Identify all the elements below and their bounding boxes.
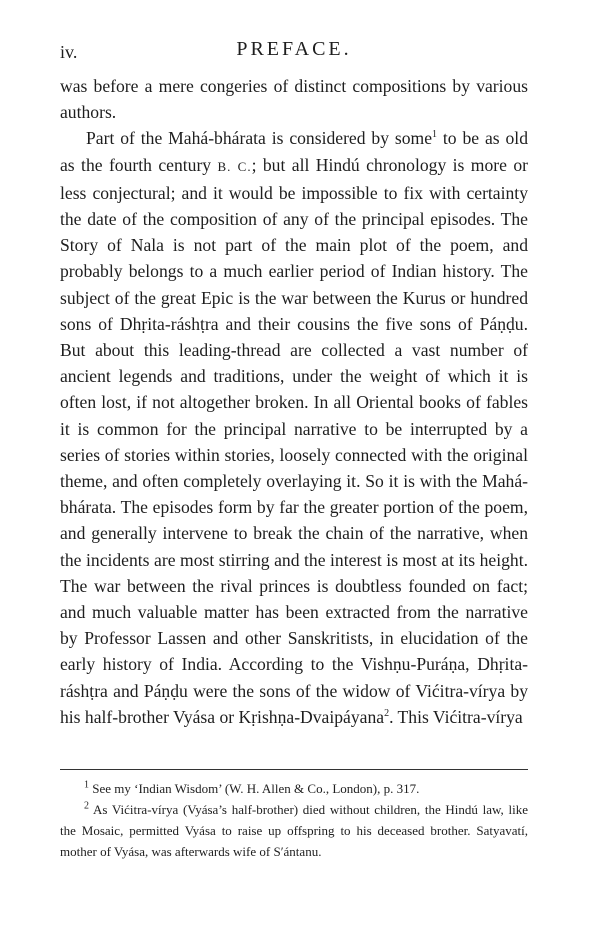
body-text xyxy=(60,73,528,730)
footnote-marker: 1 xyxy=(84,779,89,791)
footnote-reference: 2 xyxy=(384,708,390,720)
footnote-reference: 1 xyxy=(432,129,438,141)
footnote-text: See my ‘Indian Wisdom’ (W. H. Allen & Co., London), p. 317. xyxy=(89,781,420,796)
footnote xyxy=(60,778,528,799)
paragraph-continued: was before a mere congeries of distinct compositions by various authors. xyxy=(60,76,528,123)
paragraph-text: Part of the Mahá-bhárata is considered by some xyxy=(86,128,433,149)
footnote-marker: 2 xyxy=(84,800,89,812)
era-abbreviation: B. C. xyxy=(217,158,252,174)
page-number: iv. xyxy=(60,42,78,62)
footnote-text: As Vićitra-vírya (Vyása’s half-brother) died without children, the Hindú law, like the Mosaic, permitted Vyása to raise up offspring to his deceased brother. Satyavatí, mother of Vyása, was afterwards wife of S′ántanu. xyxy=(60,802,528,859)
footnotes xyxy=(60,778,528,862)
paragraph-text: . This Vićitra-vírya xyxy=(389,706,523,727)
page-header xyxy=(60,38,528,68)
paragraph xyxy=(60,125,528,730)
footnote xyxy=(60,799,528,862)
paragraph-text: ; but all Hindú chronology is more or less conjectural; and it would be impossible to fix with certainty the date of the composition of any of the principal episodes. The Story of Nala is not part of the main plot of the poem, and probably belongs to a much earlier period of Indian history. The subject of the great Epic is the war between the Kurus or hundred sons of Dhṛita-ráshṭra and their cousins the five sons of Páṇḍu. But about this leading-thread are collected a vast number of ancient legends and traditions, under the weight of which it is often lost, if not altogether broken. In all Oriental books of fables it is common for the principal narrative to be interrupted by a series of stories within stories, loosely connected with the original theme, and often completely overlaying it. So it is with the Mahá-bhárata. The episodes form by far the greater portion of the poem, and generally intervene to break the chain of the narrative, when the incidents are most stirring and the interest is most at its height. The war between the rival princes is doubtless founded on fact; and much valuable matter has been extracted from the narrative by Professor Lassen and other Sanskritists, in elucidation of the early history of India. According to the Vishṇu-Puráṇa, Dhṛita-ráshṭra and Páṇḍu were the sons of the widow of Vićitra-vírya by his half-brother Vyása or Kṛishṇa-Dvaipáyana xyxy=(60,154,528,727)
running-head: PREFACE. xyxy=(236,38,352,60)
footnote-rule xyxy=(60,769,528,770)
paragraph-text: to be as old as the fourth century xyxy=(60,128,528,175)
